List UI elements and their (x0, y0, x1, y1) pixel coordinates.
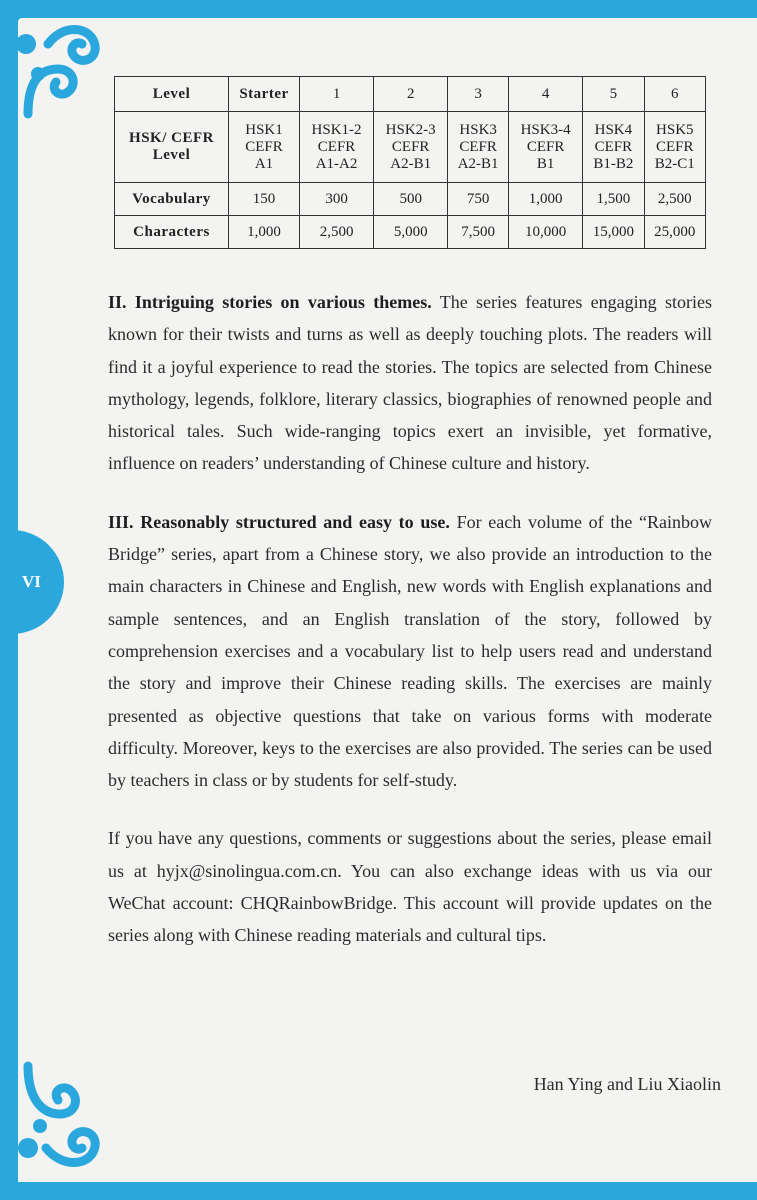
paragraph (108, 506, 712, 797)
table-header-cell: 1 (300, 77, 374, 112)
table-row (115, 77, 706, 112)
table-row (115, 216, 706, 249)
table-cell: HSK3-4 CEFR B1 (509, 112, 583, 183)
table-header-cell: Starter (229, 77, 300, 112)
table-header-cell: 4 (509, 77, 583, 112)
table-cell: 1,000 (229, 216, 300, 249)
table-cell: 2,500 (644, 183, 705, 216)
table-cell: HSK4 CEFR B1-B2 (583, 112, 644, 183)
table-row-label: HSK/ CEFR Level (115, 112, 229, 183)
table-row-label: Characters (115, 216, 229, 249)
paragraph-heading: II. Intriguing stories on various themes. (108, 292, 432, 312)
table-header-cell: 2 (374, 77, 448, 112)
table-cell: HSK3 CEFR A2-B1 (448, 112, 509, 183)
paragraph-body: If you have any questions, comments or suggestions about the series, please email us at hyjx@sinolingua.com.cn. You can also exchange ideas with us via our WeChat account: CHQRainbowBridge. This account will provide updates on the series along with Chinese reading materials and cultural tips. (108, 828, 712, 946)
table-header-cell: Level (115, 77, 229, 112)
table-cell: 300 (300, 183, 374, 216)
table-cell: 7,500 (448, 216, 509, 249)
table-cell: 5,000 (374, 216, 448, 249)
page-number: VI (22, 572, 41, 591)
table-cell: 150 (229, 183, 300, 216)
paragraph-body: For each volume of the “Rainbow Bridge” series, apart from a Chinese story, we also provide an introduction to the main characters in Chinese and English, new words with English explanations and sample sentences, and an English translation of the story, followed by comprehension exercises and a vocabulary list to help users read and understand the story and improve their Chinese reading skills. The exercises are mainly presented as objective questions that take on various forms with moderate difficulty. Moreover, keys to the exercises are also provided. The series can be used by teachers in class or by students for self-study. (108, 511, 713, 791)
table-header-cell: 3 (448, 77, 509, 112)
paragraph-heading: III. Reasonably structured and easy to use. (108, 511, 450, 532)
cloud-scroll-icon (18, 1056, 114, 1186)
signature: Han Ying and Liu Xiaolin (533, 1074, 721, 1094)
table-cell: 10,000 (509, 216, 583, 249)
paragraph-body: The series features engaging stories known for their twists and turns as well as deeply touching plots. The readers will find it a joyful experience to read the stories. The topics are selected from Chinese mythology, legends, folklore, literary classics, biographies of renowned people and historical tales. Such wide-ranging topics exert an invisible, yet formative, influence on readers’ understanding of Chinese culture and history. (108, 292, 712, 474)
table-cell: 1,500 (583, 183, 644, 216)
paragraph (108, 286, 712, 480)
table-cell: HSK2-3 CEFR A2-B1 (374, 112, 448, 183)
table-header-cell: 5 (583, 77, 644, 112)
cloud-scroll-icon (18, 14, 114, 124)
table-cell: 750 (448, 183, 509, 216)
table-cell: HSK1 CEFR A1 (229, 112, 300, 183)
table-row (115, 112, 706, 183)
table-header-cell: 6 (644, 77, 705, 112)
table-cell: HSK1-2 CEFR A1-A2 (300, 112, 374, 183)
table-cell: 2,500 (300, 216, 374, 249)
table-row-label: Vocabulary (115, 183, 229, 216)
table-cell: 25,000 (644, 216, 705, 249)
table-cell: 15,000 (583, 216, 644, 249)
table-row (115, 183, 706, 216)
table-cell: 1,000 (509, 183, 583, 216)
body-text (108, 286, 712, 978)
table-cell: 500 (374, 183, 448, 216)
paragraph (108, 822, 712, 951)
table-cell: HSK5 CEFR B2-C1 (644, 112, 705, 183)
level-table (114, 76, 706, 249)
